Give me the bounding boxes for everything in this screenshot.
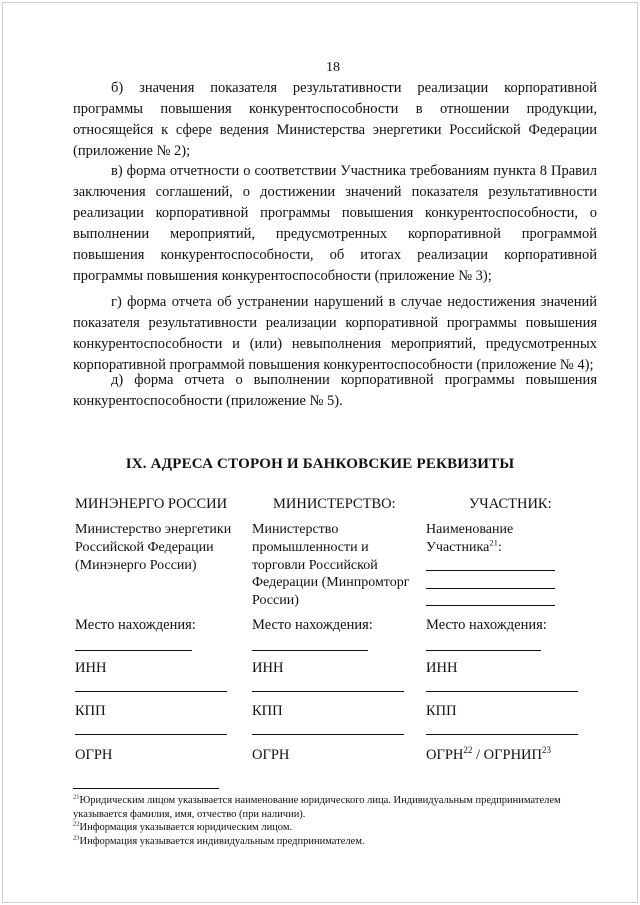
ministry-inn-line: [252, 691, 404, 692]
footnote-21-text: Юридическим лицом указывается наименование юридического лица. Индивидуальным предпринимателем указывается фамилия, имя, отчество (при наличии).: [73, 795, 561, 820]
participant-name-colon: :: [497, 539, 502, 555]
participant-location: Место нахождения:: [426, 617, 547, 633]
ministry-heading: МИНИСТЕРСТВО:: [273, 496, 396, 512]
footnote-separator: [73, 788, 219, 789]
footnote-23-text: Информация указывается индивидуальным предпринимателем.: [79, 836, 365, 847]
participant-ogrn: [426, 747, 551, 764]
ministry-inn: ИНН: [252, 660, 284, 676]
participant-inn-line: [426, 691, 578, 692]
participant-heading: УЧАСТНИК:: [469, 496, 552, 512]
footnote-22-text: Информация указывается юридическим лицом.: [79, 822, 293, 833]
footnote-22-mark: 22: [73, 820, 80, 828]
footnote-23: [73, 835, 603, 849]
minenergo-kpp-line: [75, 734, 227, 735]
footnote-23-mark: 23: [73, 834, 80, 842]
participant-name-line-3: [426, 605, 555, 606]
ministry-name: Министерство промышленности и торговли Российской Федерации (Минпромторг России): [252, 522, 410, 609]
ministry-location-line: [252, 650, 368, 651]
minenergo-heading: МИНЭНЕРГО РОССИИ: [75, 496, 228, 512]
participant-location-line: [426, 650, 541, 651]
ministry-kpp-line: [252, 734, 404, 735]
ministry-kpp: КПП: [252, 703, 283, 719]
participant-kpp-line: [426, 734, 578, 735]
footnote-21-mark: 21: [73, 793, 80, 801]
paragraph-d: д) форма отчета о выполнении корпоративной программы повышения конкурентоспособности (приложение № 5).: [73, 372, 597, 409]
ministry-ogrn: ОГРН: [252, 747, 290, 763]
minenergo-kpp: КПП: [75, 703, 106, 719]
participant-name-line-2: [426, 588, 555, 589]
participant-kpp: КПП: [426, 703, 457, 719]
paragraph-g: г) форма отчета об устранении нарушений в случае недостижения значений показателя результативности реализации корпоративной программы повышения конкурентоспособности и (или) невыполнения мероприятий, предусмотренных корпоративной программой повышения конкурентоспособности (приложение № 4);: [73, 294, 597, 373]
minenergo-location-line: [75, 650, 192, 651]
page-number: 18: [326, 60, 340, 75]
participant-name-line-1: [426, 570, 555, 571]
footnote-21: [73, 794, 603, 821]
ministry-location: Место нахождения:: [252, 617, 373, 633]
participant-inn: ИНН: [426, 660, 458, 676]
participant-name: [426, 521, 576, 557]
minenergo-ogrn: ОГРН: [75, 747, 113, 763]
paragraph-b: б) значения показателя результативности реализации корпоративной программы повышения конкурентоспособности в отношении продукции, относящейся к сфере ведения Министерства энергетики Российской Федерации (приложение № 2);: [73, 80, 597, 159]
minenergo-inn-line: [75, 691, 227, 692]
minenergo-location: Место нахождения:: [75, 617, 196, 633]
minenergo-inn: ИНН: [75, 660, 107, 676]
footnote-ref-21: 21: [489, 537, 498, 548]
footnote-22: [73, 821, 603, 835]
participant-ogrnip-label: / ОГРНИП: [472, 747, 542, 763]
minenergo-name: Министерство энергетики Российской Федерации (Минэнерго России): [75, 522, 232, 573]
paragraph-v: в) форма отчетности о соответствии Участника требованиям пункта 8 Правил заключения соглашений, о достижении значений показателя результативности реализации корпоративной программы повышения конкурентоспособности, о выполнении мероприятий, предусмотренных корпоративной программой повышения конкурентоспособности, об итогах реализации корпоративной программы повышения конкурентоспособности (приложение № 3);: [73, 163, 597, 284]
footnote-ref-23: 23: [542, 745, 551, 756]
footnote-ref-22: 22: [463, 745, 473, 756]
participant-ogrn-label: ОГРН: [426, 747, 464, 763]
section-title: IX. АДРЕСА СТОРОН И БАНКОВСКИЕ РЕКВИЗИТЫ: [125, 456, 515, 472]
participant-name-label: Наименование Участника: [426, 522, 514, 555]
